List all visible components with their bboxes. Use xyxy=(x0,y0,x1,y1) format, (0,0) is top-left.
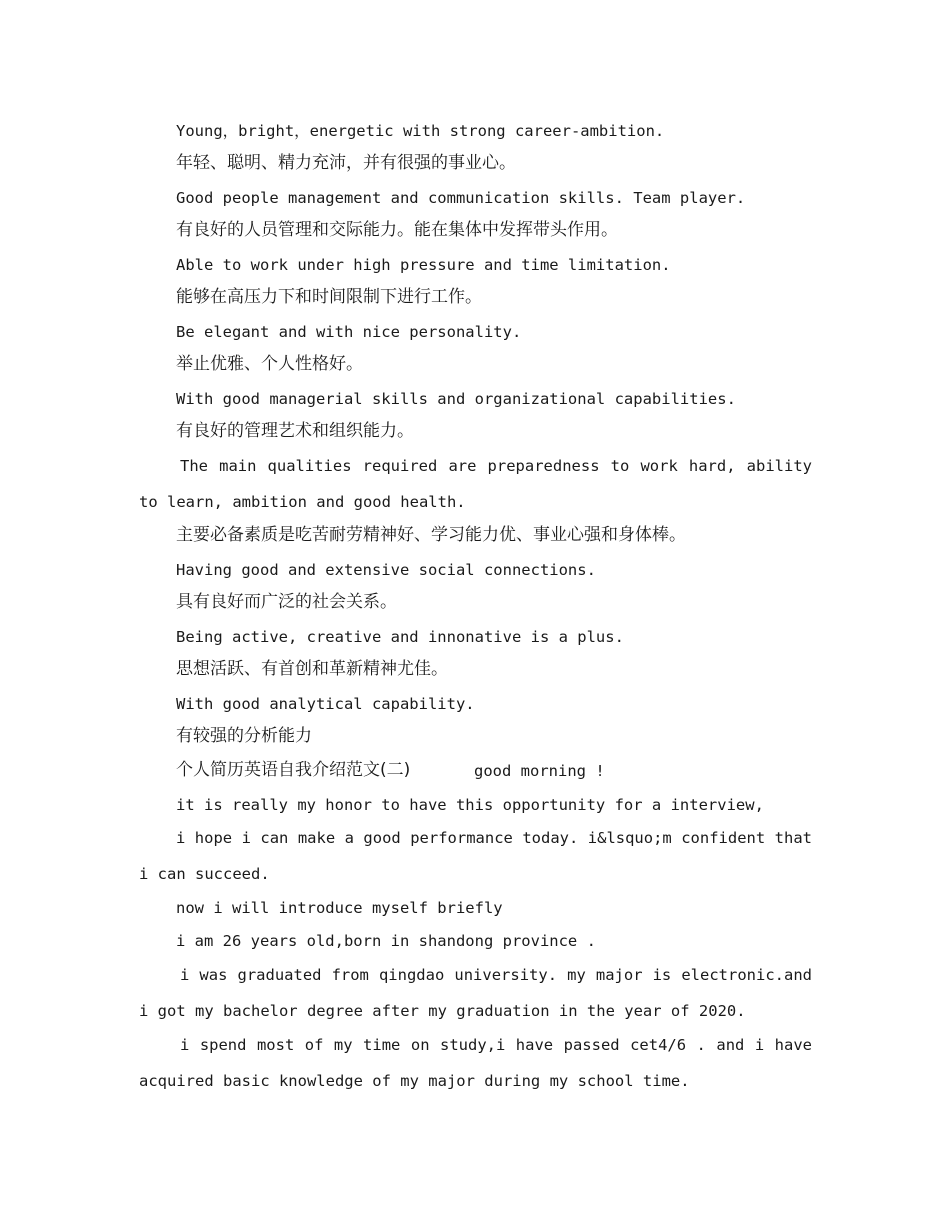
text-line: 思想活跃、有首创和革新精神尤佳。 xyxy=(176,659,448,679)
text-line: i got my bachelor degree after my graduation in the year of 2020. xyxy=(139,1002,746,1020)
text-line: to learn, ambition and good health. xyxy=(139,493,466,511)
text-line: With good managerial skills and organizational capabilities. xyxy=(176,390,736,408)
text-line: it is really my honor to have this opportunity for a interview, xyxy=(176,796,764,814)
text-line: Good people management and communication skills. Team player. xyxy=(176,189,746,207)
text-line: i spend most of my time on study,i have passed cet4/6 . and i have xyxy=(180,1036,812,1054)
text-line: i was graduated from qingdao university. my major is electronic.and xyxy=(180,966,812,984)
text-line: Able to work under high pressure and time limitation. xyxy=(176,256,671,274)
text-line: i can succeed. xyxy=(139,865,270,883)
text-line: 有良好的人员管理和交际能力。能在集体中发挥带头作用。 xyxy=(176,220,618,240)
text-line: 能够在高压力下和时间限制下进行工作。 xyxy=(176,287,482,307)
text-line: 有良好的管理艺术和组织能力。 xyxy=(176,421,414,441)
text-line: good morning ! xyxy=(474,762,605,780)
text-line: 主要必备素质是吃苦耐劳精神好、学习能力优、事业心强和身体棒。 xyxy=(176,525,686,545)
text-line: Being active, creative and innonative is a plus. xyxy=(176,628,624,646)
text-line: 举止优雅、个人性格好。 xyxy=(176,354,363,374)
text-line: i am 26 years old,born in shandong province . xyxy=(176,932,596,950)
text-line: Be elegant and with nice personality. xyxy=(176,323,522,341)
text-line: acquired basic knowledge of my major during my school time. xyxy=(139,1072,690,1090)
text-line: 年轻、聪明、精力充沛，并有很强的事业心。 xyxy=(176,153,516,173)
text-line: The main qualities required are preparedness to work hard, ability xyxy=(180,457,812,475)
text-line: Having good and extensive social connections. xyxy=(176,561,596,579)
text-line: 具有良好而广泛的社会关系。 xyxy=(176,592,397,612)
text-line: now i will introduce myself briefly xyxy=(176,899,503,917)
section-heading: 个人简历英语自我介绍范文(二) xyxy=(176,760,411,780)
text-line: Young，bright，energetic with strong career-ambition. xyxy=(176,122,665,140)
text-line: 有较强的分析能力 xyxy=(176,726,312,746)
text-line: With good analytical capability. xyxy=(176,695,475,713)
text-line: i hope i can make a good performance today. i&lsquo;m confident that xyxy=(176,829,812,847)
